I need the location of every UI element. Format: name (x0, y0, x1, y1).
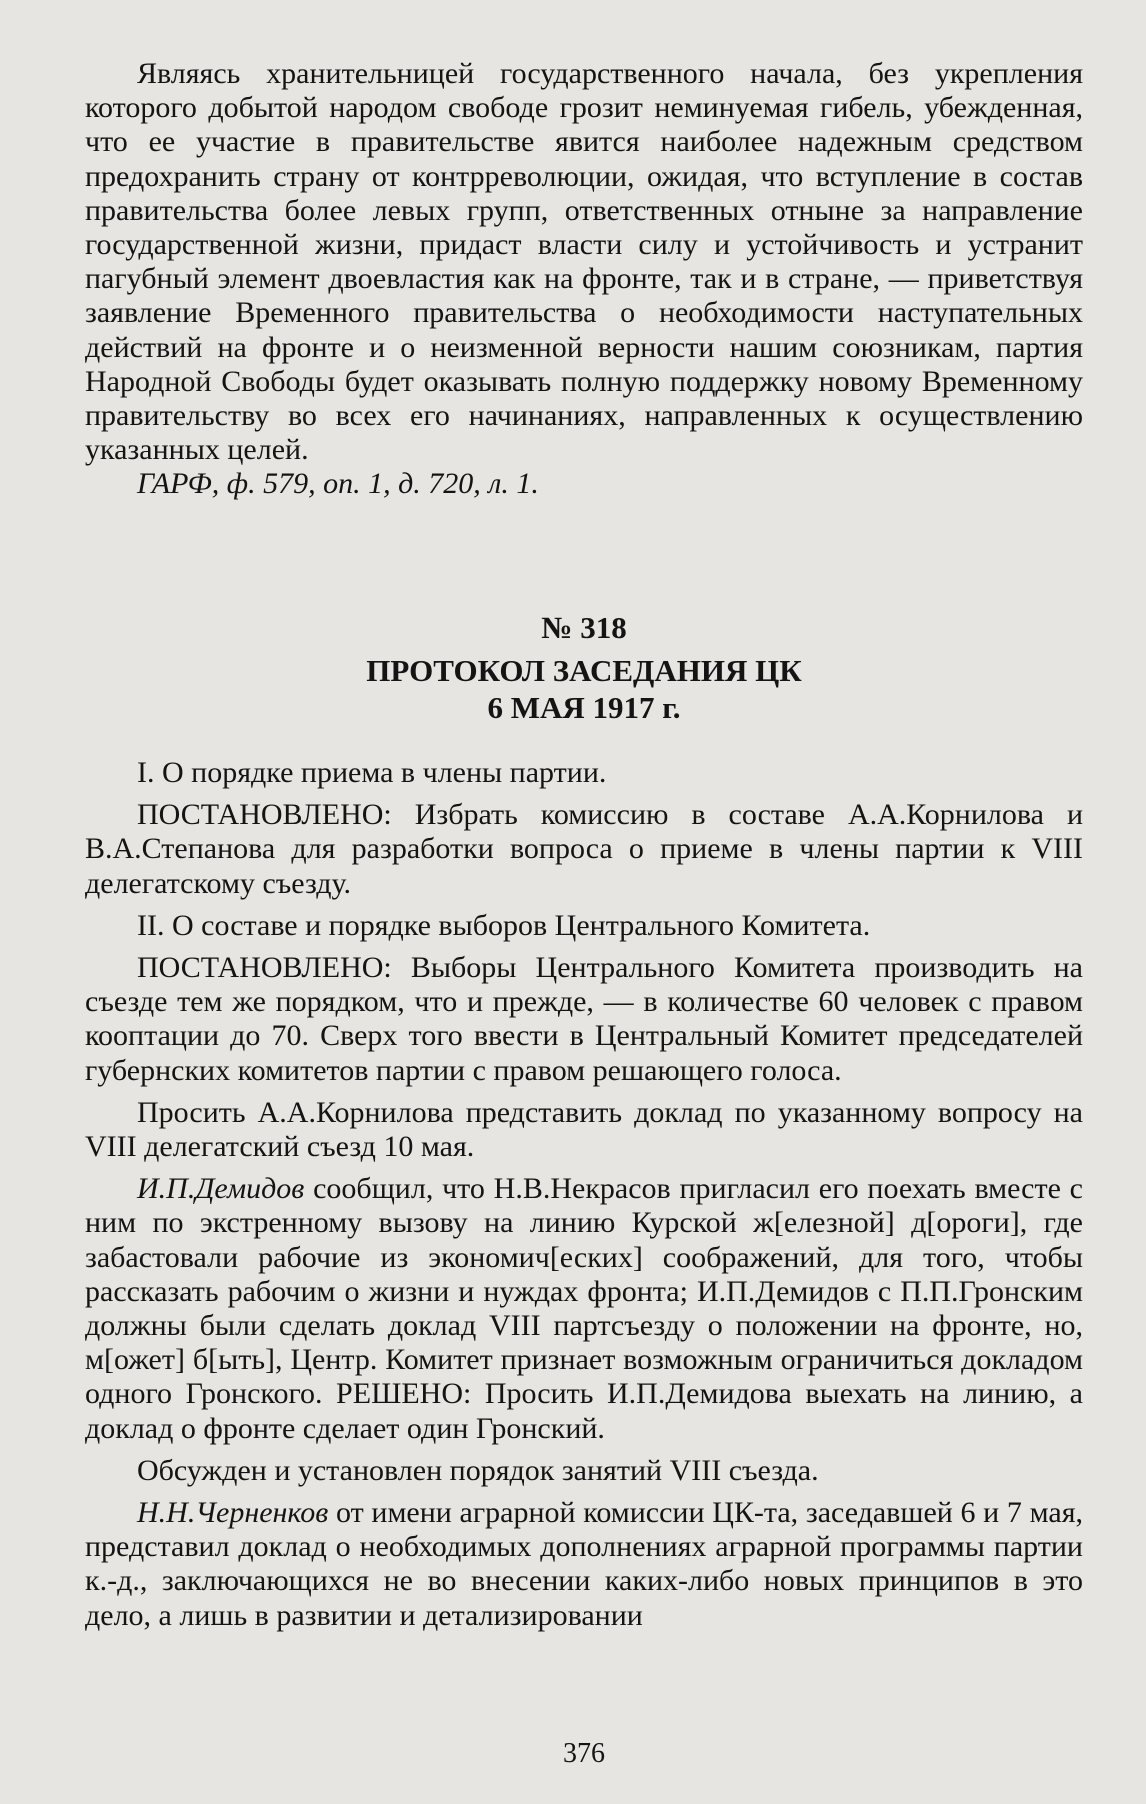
archive-source-reference: ГАРФ, ф. 579, оп. 1, д. 720, л. 1. (137, 467, 539, 501)
request-paragraph: Просить А.А.Корнилова представить доклад по указанному вопросу на VIII делегатский съезд 10 мая. (85, 1095, 1083, 1164)
chernenkov-paragraph-text: от имени аграрной комиссии ЦК-та, заседавшей 6 и 7 мая, представил доклад о необходимых дополнениях аграрной программы партии к.-д., заключающихся не во внесении каких-либо новых принципов в это дело, а лишь в развитии и детализировании (85, 1496, 1083, 1632)
speaker-name: Н.Н.Черненков (137, 1496, 329, 1530)
top-text-block (85, 57, 1083, 502)
agenda-item-2: II. О составе и порядке выборов Центрального Комитета. (137, 908, 871, 942)
demidov-paragraph (85, 1172, 1083, 1446)
top-paragraph: Являясь хранительницей государственного начала, без укрепления которого добытой народом свободе грозит неминуемая гибель, убежденная, что ее участие в правительстве явится наиболее надежным средством предохранить страну от контрреволюции, ожидая, что вступление в состав правительства более левых групп, ответственных отныне за направление государственной жизни, придаст власти силу и устойчивость и устранит пагубный элемент двоевластия как на фронте, так и в стране, — приветствуя заявление Временного правительства о необходимости наступательных действий на фронте и о неизменной верности нашим союзникам, партия Народной Свободы будет оказывать полную поддержку новому Временному правительству во всех его начинаниях, направленных к осуществлению указанных целей. (85, 57, 1083, 467)
page-number: 376 (563, 1738, 605, 1769)
speaker-name: И.П.Демидов (137, 1172, 305, 1206)
document-title-line-2: 6 МАЯ 1917 г. (487, 690, 681, 725)
resolution-1: ПОСТАНОВЛЕНО: Избрать комиссию в составе А.А.Корнилова и В.А.Степанова для разработки вопроса о приеме в члены партии к VIII делегатскому съезду. (85, 798, 1083, 900)
document-title (85, 652, 1083, 726)
chernenkov-paragraph (85, 1496, 1083, 1633)
agenda-item-1: I. О порядке приема в члены партии. (137, 756, 607, 789)
demidov-paragraph-text: сообщил, что Н.В.Некрасов пригласил его поехать вместе с ним по экстренному вызову на линию Курской ж[елезной] д[ороги], где забастовали рабочие из экономич[еских] соображений, для того, чтобы рассказать рабочим о жизни и нуждах фронта; И.П.Демидов с П.П.Гронским должны были сделать доклад VIII партсъезду о положении на фронте, но, м[ожет] б[ыть], Центр. Комитет признает возможным ограничиться докладом одного Гронского. РЕШЕНО: Просить И.П.Демидова выехать на линию, а доклад о фронте сделает один Гронский. (85, 1172, 1083, 1445)
resolution-2: ПОСТАНОВЛЕНО: Выборы Центрального Комитета производить на съезде тем же порядком, что и прежде, — в количестве 60 человек с правом кооптации до 70. Сверх того ввести в Центральный Комитет председателей губернских комитетов партии с правом решающего голоса. (85, 951, 1083, 1087)
schedule-paragraph: Обсужден и установлен порядок занятий VIII съезда. (137, 1453, 819, 1487)
document-title-line-1: ПРОТОКОЛ ЗАСЕДАНИЯ ЦК (366, 653, 802, 688)
document-number: № 318 (541, 610, 627, 645)
protocol-body (85, 756, 1083, 1633)
